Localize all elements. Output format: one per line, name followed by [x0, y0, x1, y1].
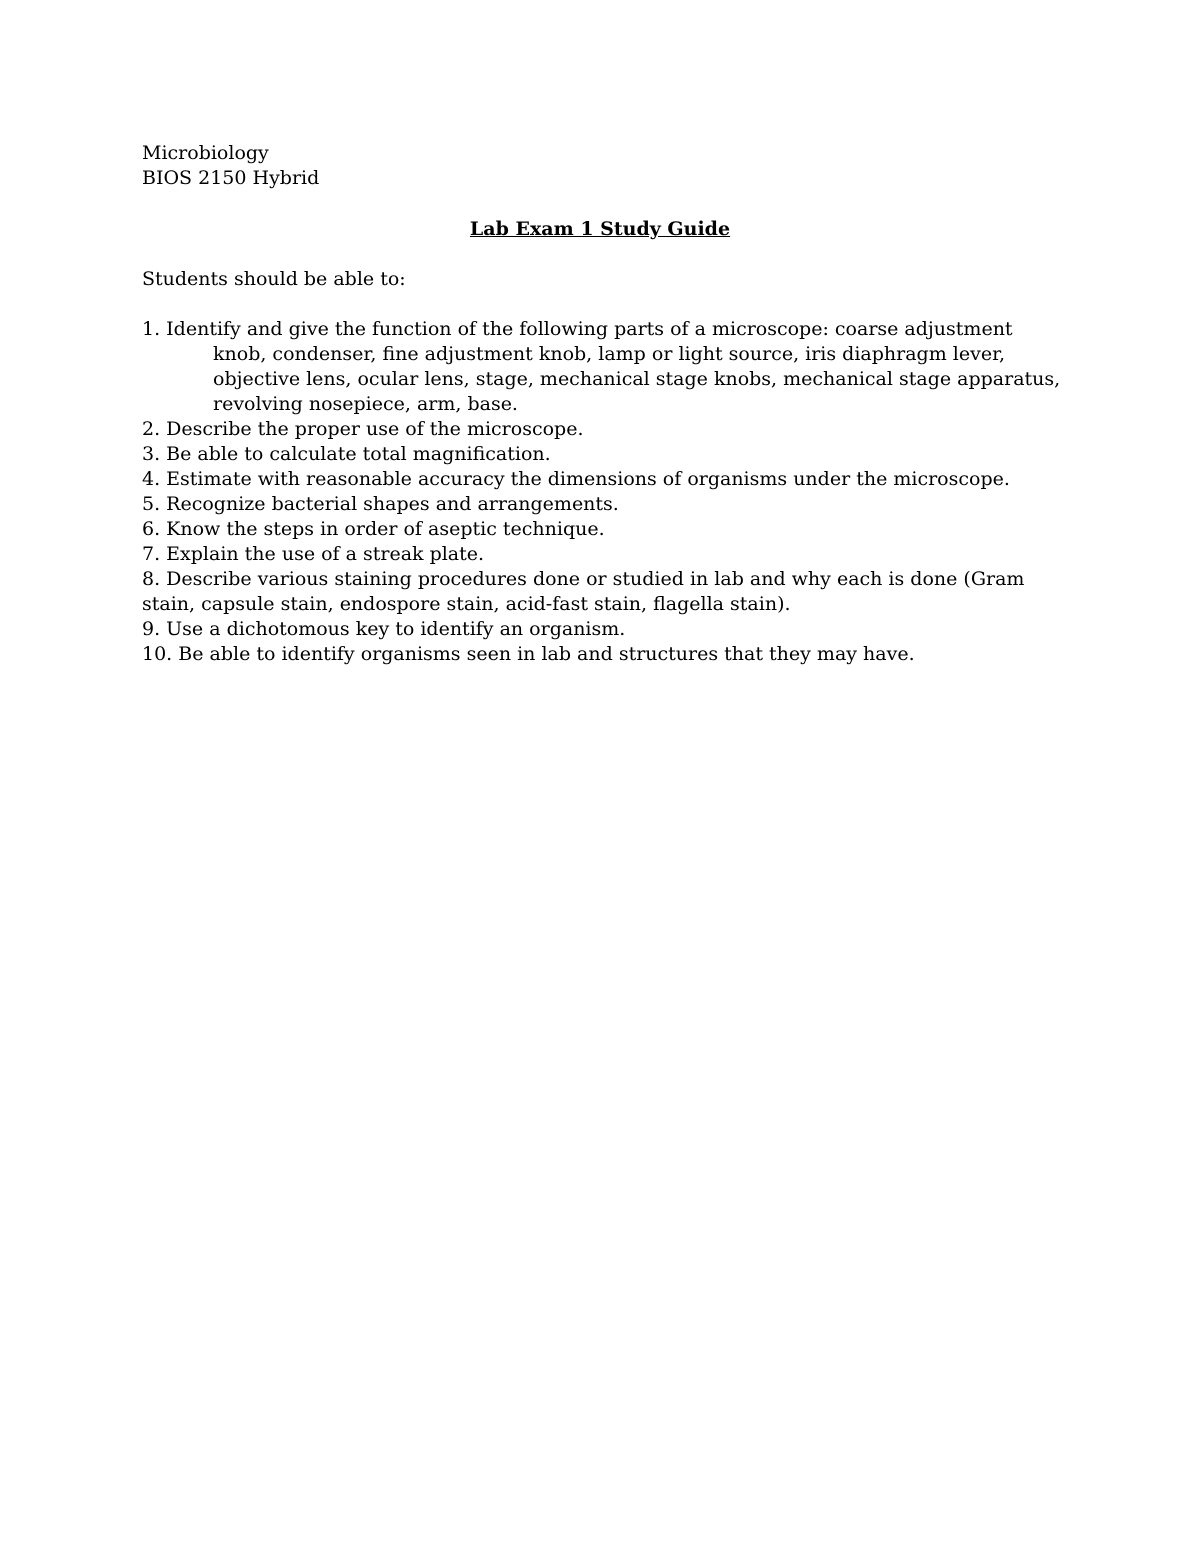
list-item: 5. Recognize bacterial shapes and arrangements. — [142, 493, 619, 515]
list-item: 4. Estimate with reasonable accuracy the dimensions of organisms under the microscope. — [142, 468, 1010, 490]
list-item: 3. Be able to calculate total magnification. — [142, 443, 551, 465]
course-section: BIOS 2150 Hybrid — [142, 167, 320, 189]
list-item: 8. Describe various staining procedures done or studied in lab and why each is done (Gram stain, capsule stain, endospore stain, acid-fast stain, flagella stain). — [142, 568, 1025, 615]
page-title: Lab Exam 1 Study Guide — [469, 218, 731, 240]
list-item: 1. Identify and give the function of the following parts of a microscope: coarse adjustment knob, condenser, fine adjustment knob, lamp or light source, iris diaphragm lever, objective lens, ocular lens, stage, mechanical stage knobs, mechanical stage apparatus, revolving nosepiece, arm, base. — [142, 318, 1061, 415]
document-body — [142, 141, 1062, 667]
course-name: Microbiology — [142, 142, 269, 164]
list-item: 6. Know the steps in order of aseptic technique. — [142, 518, 605, 540]
list-item: 2. Describe the proper use of the microscope. — [142, 418, 584, 440]
list-item: 7. Explain the use of a streak plate. — [142, 543, 485, 565]
list-item: 9. Use a dichotomous key to identify an organism. — [142, 618, 626, 640]
list-item: 10. Be able to identify organisms seen in lab and structures that they may have. — [142, 643, 915, 665]
intro-text: Students should be able to: — [142, 268, 406, 290]
objectives-list — [142, 317, 1062, 667]
